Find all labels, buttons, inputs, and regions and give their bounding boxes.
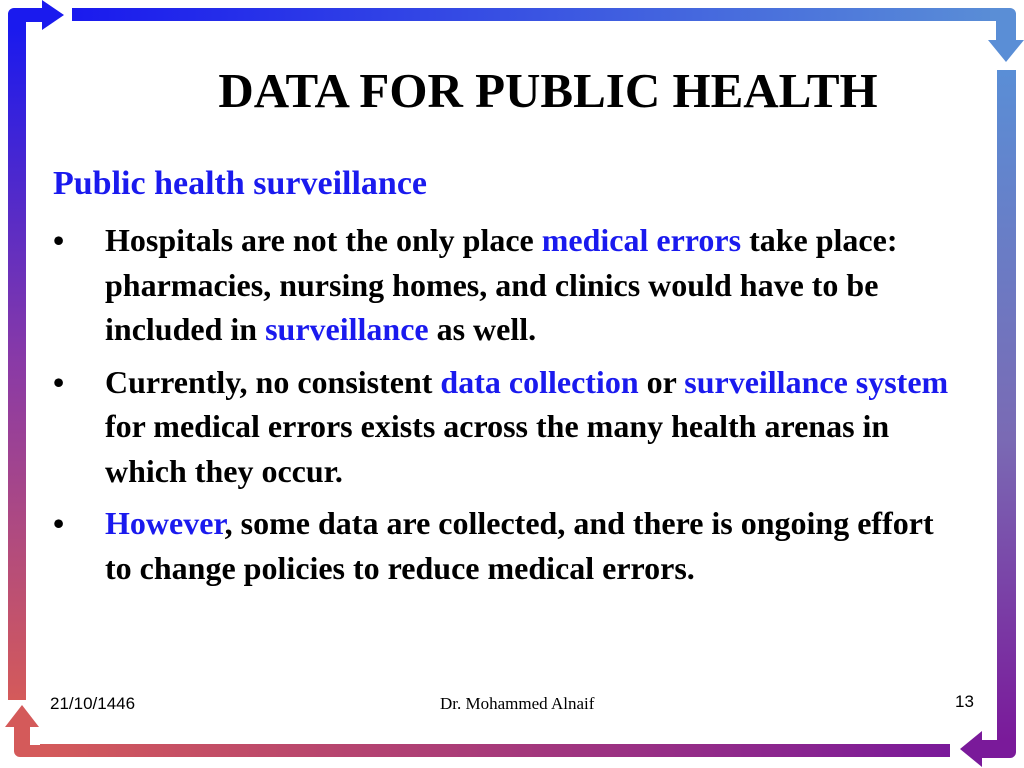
bullet-list [53, 218, 953, 598]
bullet-text: take place: pharmacies, nursing homes, and clinics would have to be included in [105, 222, 898, 347]
highlighted-term: However [105, 505, 225, 541]
bullet-text: as well. [428, 311, 537, 347]
frame-arrow-top-left [8, 0, 64, 30]
highlighted-term: data collection [440, 363, 639, 400]
bullet-text: for medical errors exists across the many health arenas in which they occur. [105, 408, 890, 489]
frame-bottom-bar [40, 744, 950, 757]
bullet-text: Currently, no consistent [105, 363, 441, 400]
highlighted-term: surveillance [265, 311, 429, 347]
bullet-text: , some data are collected, and there is ongoing effort to change policies to reduce medical errors. [105, 505, 934, 586]
bullet-item [53, 360, 953, 494]
bullet-marker: • [53, 222, 65, 258]
frame-left-bar [8, 28, 26, 700]
footer-author: Dr. Mohammed Alnaif [440, 694, 595, 713]
frame-arrow-bottom-left [5, 705, 50, 757]
frame-arrow-top-right [988, 8, 1024, 62]
bullet-text: or [638, 363, 685, 400]
bullet-marker: • [53, 505, 65, 541]
bullet-marker: • [53, 363, 65, 400]
slide-subtitle: Public health surveillance [53, 165, 427, 202]
frame-top-bar [72, 8, 1002, 21]
highlighted-term: surveillance system [684, 363, 949, 400]
footer-date: 21/10/1446 [50, 694, 136, 713]
page-number: 13 [955, 692, 974, 711]
bullet-item [53, 501, 953, 590]
bullet-text: Hospitals are not the only place [105, 222, 542, 258]
slide-title: DATA FOR PUBLIC HEALTH [218, 63, 878, 118]
highlighted-term: medical errors [541, 222, 742, 258]
frame-right-bar [997, 70, 1016, 740]
bullet-item [53, 218, 953, 352]
